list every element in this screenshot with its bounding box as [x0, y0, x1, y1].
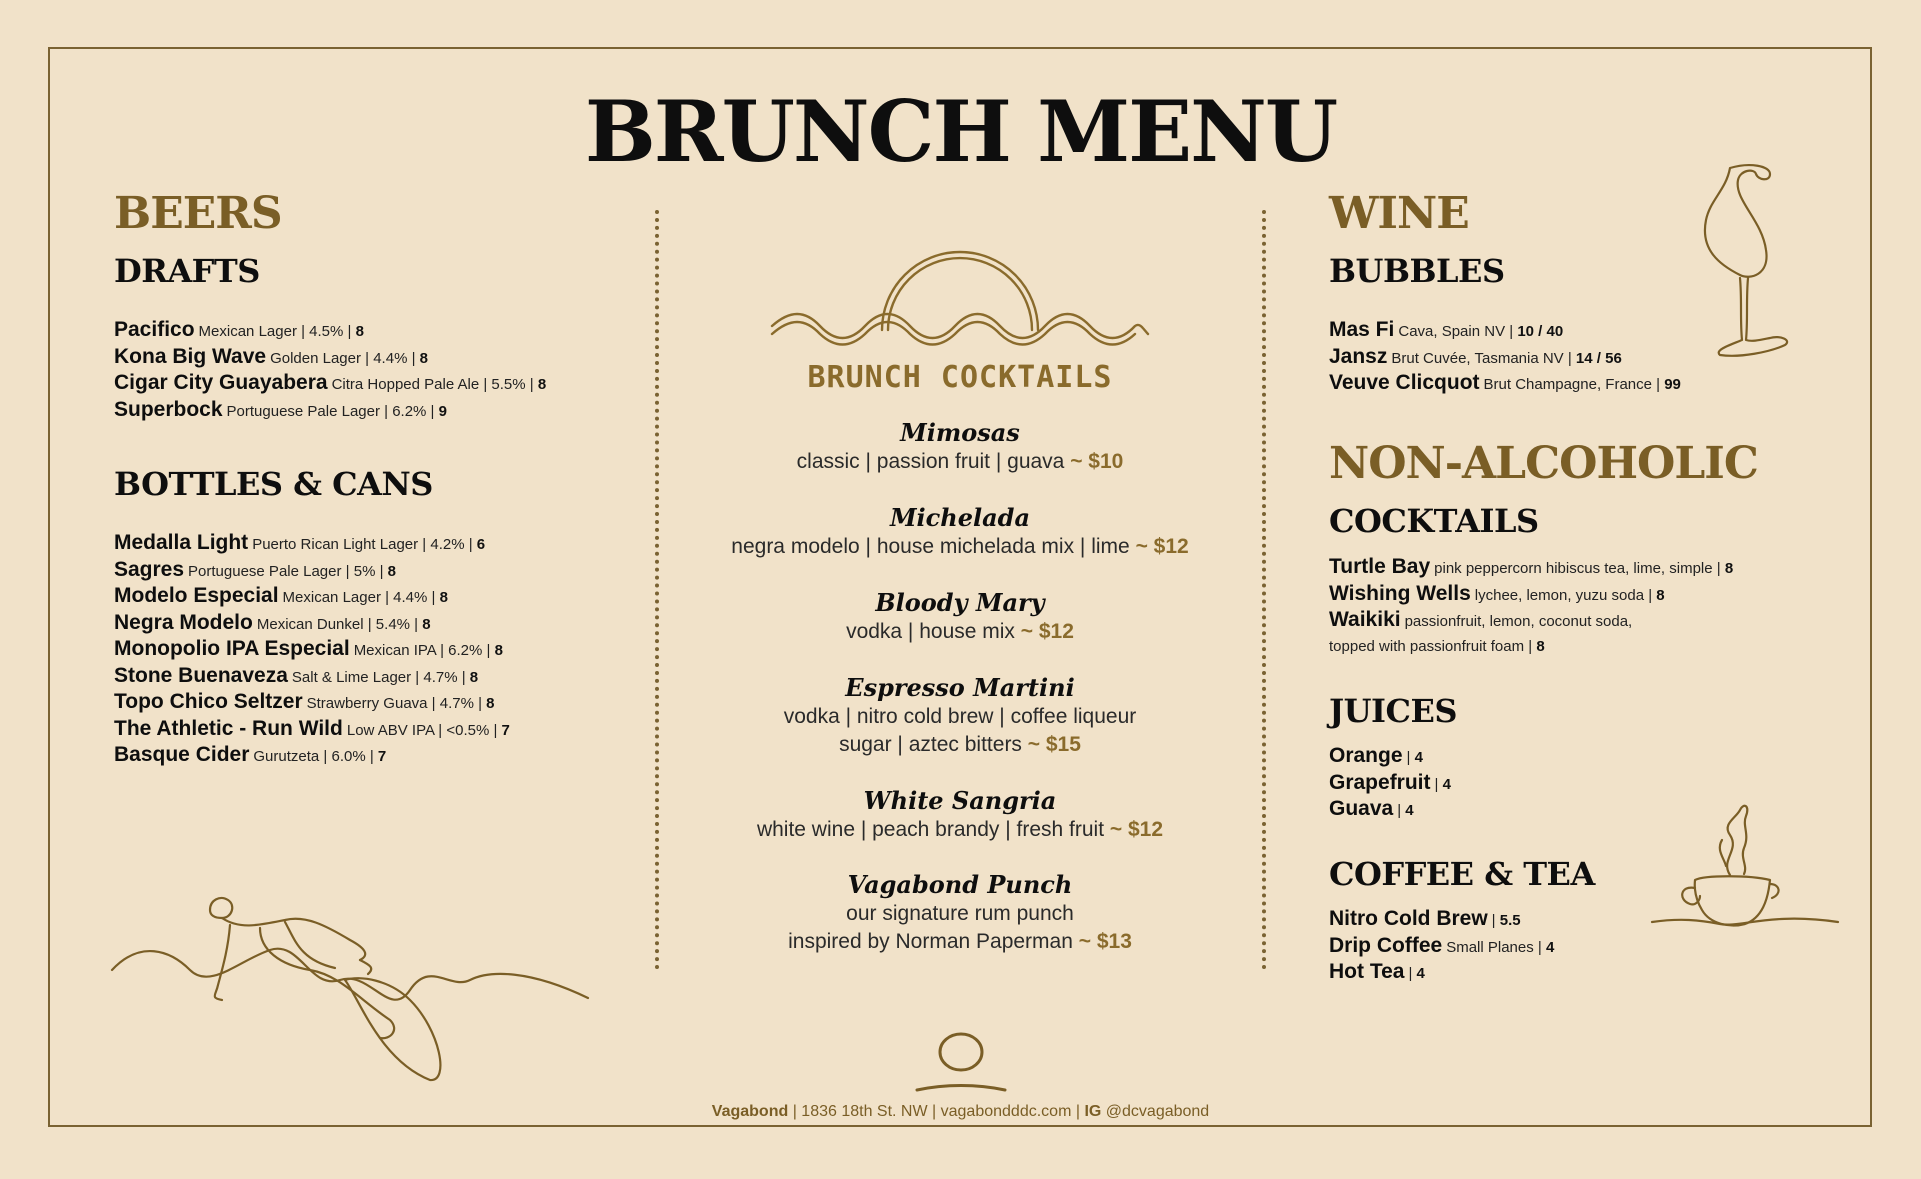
left-divider — [655, 210, 659, 970]
list-item — [114, 370, 546, 397]
item-name: Monopolio IPA Especial — [114, 637, 350, 660]
list-item-continued — [1329, 634, 1733, 661]
bottles-heading: BOTTLES & CANS — [114, 465, 433, 503]
bubbles-list — [1329, 317, 1681, 397]
item-price: 4 — [1405, 802, 1414, 819]
list-item — [1329, 796, 1451, 823]
item-name: Grapefruit — [1329, 770, 1431, 794]
cocktail-name: Bloody Mary — [875, 588, 1045, 617]
cocktail-item — [660, 870, 1260, 956]
item-price: 99 — [1664, 376, 1681, 393]
list-item — [114, 530, 510, 557]
item-name: Modelo Especial — [114, 584, 279, 607]
drafts-heading: DRAFTS — [114, 252, 260, 290]
item-description: topped with passionfruit foam | — [1329, 637, 1537, 655]
cocktail-price: ~ $13 — [1078, 930, 1132, 953]
item-name: Topo Chico Seltzer — [114, 690, 303, 713]
item-name: Waikiki — [1329, 608, 1401, 631]
item-name: Kona Big Wave — [114, 344, 267, 368]
item-price: 8 — [439, 589, 448, 606]
list-item — [1329, 581, 1733, 608]
item-description: Portuguese Pale Lager | 6.2% | — [226, 402, 439, 420]
cocktail-name: White Sangria — [863, 786, 1057, 815]
item-price: 4 — [1414, 749, 1423, 766]
page-title: BRUNCH MENU — [584, 82, 1337, 181]
footer-ig-label: IG — [1084, 1103, 1102, 1120]
item-name: Stone Buenaveza — [114, 663, 288, 687]
item-name: Turtle Bay — [1329, 555, 1431, 578]
item-price: 8 — [1536, 637, 1545, 655]
cocktail-item — [660, 673, 1260, 759]
item-name: Basque Cider — [114, 743, 250, 766]
footer-address: | 1836 18th St. NW | vagabondddc.com | — [788, 1103, 1085, 1120]
footer-ig-handle: @dcvagabond — [1101, 1103, 1210, 1120]
cocktail-desc-line1: white wine | peach brandy | fresh fruit — [756, 818, 1105, 841]
item-description: Brut Cuvée, Tasmania NV | — [1391, 349, 1576, 367]
item-description: Brut Champagne, France | — [1483, 376, 1665, 393]
item-name: Medalla Light — [114, 531, 249, 554]
list-item — [114, 689, 510, 716]
item-price: 6 — [476, 536, 486, 553]
list-item — [1329, 770, 1451, 797]
wine-glass-icon — [1700, 160, 1800, 360]
item-price: 8 — [494, 642, 503, 659]
list-item — [1329, 317, 1681, 344]
drafts-list — [114, 317, 546, 423]
item-price: 9 — [438, 402, 447, 420]
surfer-illustration — [110, 870, 590, 1090]
sunrise-waves-icon — [770, 230, 1150, 345]
cocktail-description-line2 — [660, 928, 1260, 956]
item-description: Puerto Rican Light Lager | 4.2% | — [252, 536, 477, 553]
cocktail-price: ~ $12 — [1135, 535, 1189, 558]
item-price: 8 — [537, 376, 547, 393]
cocktail-description — [660, 900, 1260, 928]
cocktail-description — [660, 703, 1260, 731]
cocktail-desc-line1: classic | passion fruit | guava — [796, 450, 1065, 473]
item-description: Mexican IPA | 6.2% | — [353, 642, 495, 659]
list-item — [1329, 607, 1733, 634]
juices-heading: JUICES — [1329, 692, 1457, 730]
cocktail-price: ~ $15 — [1027, 733, 1081, 756]
item-name: Veuve Clicquot — [1329, 371, 1480, 394]
item-price: 8 — [419, 349, 428, 367]
cocktail-description — [660, 618, 1260, 646]
list-item — [114, 583, 510, 610]
cocktail-item — [660, 418, 1260, 476]
bottles-list — [114, 530, 510, 769]
cocktail-item — [660, 786, 1260, 844]
cocktail-description — [660, 533, 1260, 561]
list-item — [1329, 743, 1451, 770]
item-description: Golden Lager | 4.4% | — [270, 349, 420, 367]
item-price: 8 — [1656, 586, 1665, 604]
item-price: 5.5 — [1499, 912, 1521, 929]
item-description: Mexican Lager | 4.5% | — [198, 323, 356, 340]
item-price: 14 / 56 — [1575, 349, 1622, 367]
footer-brand: Vagabond — [711, 1103, 789, 1120]
item-price: 7 — [501, 721, 510, 739]
item-description: Strawberry Guava | 4.7% | — [306, 695, 487, 712]
cocktail-name: Vagabond Punch — [847, 870, 1073, 899]
item-name: Drip Coffee — [1329, 933, 1443, 957]
item-name: Negra Modelo — [114, 610, 253, 634]
list-item — [114, 610, 510, 637]
juices-list — [1329, 743, 1451, 823]
cocktail-desc-line2: inspired by Norman Paperman — [788, 930, 1073, 953]
item-name: Wishing Wells — [1329, 581, 1471, 605]
item-price: 8 — [486, 695, 495, 712]
bubbles-heading: BUBBLES — [1329, 252, 1505, 290]
item-price: 8 — [422, 615, 431, 633]
item-description: Cava, Spain NV | — [1398, 323, 1518, 340]
brunch-cocktails-heading: BRUNCH COCKTAILS — [807, 360, 1113, 395]
cocktail-price: ~ $10 — [1070, 450, 1124, 473]
item-price: 7 — [377, 748, 387, 765]
cocktail-name: Michelada — [889, 503, 1030, 532]
list-item — [1329, 370, 1681, 397]
item-description: pink peppercorn hibiscus tea, lime, simple | — [1434, 560, 1725, 577]
coffee-cup-icon — [1650, 800, 1840, 940]
cocktail-item — [660, 503, 1260, 561]
nonalcoholic-heading: NON-ALCOHOLIC — [1329, 438, 1758, 489]
list-item — [114, 557, 510, 584]
na-cocktails-heading: COCKTAILS — [1329, 502, 1539, 540]
cocktail-desc-line1: negra modelo | house michelada mix | lime — [731, 535, 1130, 558]
item-name: Orange — [1329, 744, 1403, 767]
cocktail-description — [660, 816, 1260, 844]
item-description: | — [1397, 802, 1406, 819]
list-item — [1329, 906, 1554, 933]
item-description: Citra Hopped Pale Ale | 5.5% | — [331, 376, 538, 393]
cocktail-name: Mimosas — [900, 418, 1020, 447]
item-price: 10 / 40 — [1517, 323, 1564, 340]
cocktail-description-line2 — [660, 731, 1260, 759]
cocktail-name: Espresso Martini — [845, 673, 1075, 702]
item-description: Low ABV IPA | <0.5% | — [346, 721, 502, 739]
item-name: Jansz — [1329, 344, 1388, 368]
item-description: | — [1408, 965, 1417, 982]
list-item — [114, 663, 510, 690]
item-name: Superbock — [114, 397, 223, 421]
list-item — [114, 397, 546, 424]
wine-heading: WINE — [1329, 188, 1469, 239]
item-price: 8 — [355, 323, 364, 340]
beers-heading: BEERS — [114, 188, 282, 239]
item-name: Nitro Cold Brew — [1329, 907, 1488, 930]
item-description: | — [1491, 912, 1500, 929]
item-name: Mas Fi — [1329, 318, 1395, 341]
item-name: Cigar City Guayabera — [114, 371, 328, 394]
right-divider — [1262, 210, 1266, 970]
item-description: | — [1434, 775, 1443, 793]
list-item — [1329, 554, 1733, 581]
item-description: | — [1406, 749, 1415, 766]
item-name: The Athletic - Run Wild — [114, 716, 343, 740]
item-price: 8 — [1724, 560, 1734, 577]
cocktail-desc-line1: our signature rum punch — [846, 902, 1074, 925]
list-item — [114, 716, 510, 743]
list-item — [114, 344, 546, 371]
list-item — [114, 742, 510, 769]
item-name: Hot Tea — [1329, 960, 1405, 983]
item-price: 8 — [387, 562, 396, 580]
coffee-list — [1329, 906, 1554, 986]
cocktail-price: ~ $12 — [1109, 818, 1164, 841]
item-name: Pacifico — [114, 318, 195, 341]
footer-contact — [0, 1103, 1921, 1121]
cocktail-price: ~ $12 — [1020, 620, 1074, 643]
na-cocktails-list — [1329, 554, 1733, 660]
list-item — [1329, 959, 1554, 986]
cocktail-desc-line1: vodka | house mix — [846, 620, 1015, 643]
cocktail-desc-line2: sugar | aztec bitters — [839, 733, 1022, 756]
item-description: Salt & Lime Lager | 4.7% | — [291, 668, 470, 686]
item-price: 4 — [1545, 938, 1555, 956]
coffee-tea-heading: COFFEE & TEA — [1329, 855, 1595, 893]
item-description: Portuguese Pale Lager | 5% | — [188, 562, 388, 580]
item-description: Small Planes | — [1446, 938, 1546, 956]
cocktail-desc-line1: vodka | nitro cold brew | coffee liqueur — [783, 705, 1137, 728]
item-name: Sagres — [114, 557, 185, 581]
sun-logo-icon — [915, 1030, 1007, 1095]
item-price: 4 — [1442, 775, 1451, 793]
item-name: Guava — [1329, 797, 1394, 820]
item-price: 8 — [469, 668, 479, 686]
item-description: Mexican Dunkel | 5.4% | — [256, 615, 423, 633]
item-description: passionfruit, lemon, coconut soda, — [1404, 613, 1633, 630]
list-item — [1329, 344, 1681, 371]
list-item — [114, 317, 546, 344]
item-description: Mexican Lager | 4.4% | — [282, 589, 440, 606]
cocktail-item — [660, 588, 1260, 646]
list-item — [1329, 933, 1554, 960]
item-description: Gurutzeta | 6.0% | — [253, 748, 378, 765]
cocktail-description — [660, 448, 1260, 476]
list-item — [114, 636, 510, 663]
item-price: 4 — [1416, 965, 1425, 982]
item-description: lychee, lemon, yuzu soda | — [1474, 586, 1657, 604]
